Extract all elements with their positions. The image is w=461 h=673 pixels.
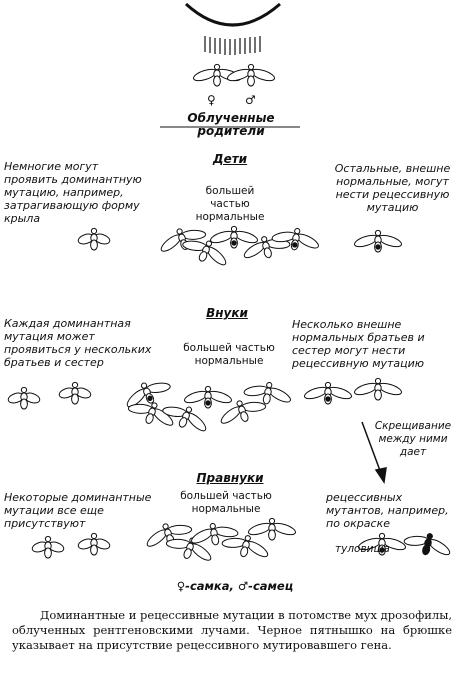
fly-icon — [183, 386, 233, 408]
great-grandchildren-title: Правнуки — [196, 471, 264, 485]
children-right-text: Остальные, внешне нормальные, могут нести рецессивную мутацию — [334, 162, 451, 214]
children-center-text: большей частью нормальные — [195, 185, 265, 223]
cross-text: Скрещивание между ними дает — [374, 420, 452, 458]
fly-icon — [155, 220, 209, 257]
parents-title: Облученные родители — [187, 111, 275, 138]
female-symbol: ♀ — [207, 93, 216, 107]
fly-icon — [7, 387, 41, 409]
fly-icon — [31, 536, 65, 558]
children-title: Дети — [212, 152, 248, 166]
fly-icon — [209, 226, 259, 248]
fly-icon — [77, 533, 111, 555]
figure-caption: Доминантные и рецессивные мутации в потомстве мух дрозофилы, облученных рентгеновскими лучами. Черное пятнышко на брюшке указывает на присутствие рецессивного мутировавшего гена. — [12, 608, 452, 652]
body-label: туловища — [335, 543, 390, 555]
grandchildren-center-text: большей частью нормальные — [183, 342, 275, 367]
fly-icon — [303, 382, 353, 404]
fly-icon — [226, 64, 276, 86]
fly-icon — [77, 228, 111, 250]
grandchildren-title: Внуки — [206, 306, 248, 320]
fly-icon — [247, 518, 297, 540]
fly-icon — [353, 378, 403, 400]
grandchildren-left-text: Каждая доминантная мутация может проявиться у нескольких братьев и сестер — [4, 317, 152, 369]
x-ray-tube-icon — [186, 4, 280, 55]
male-symbol: ♂ — [245, 93, 256, 107]
fly-icon — [269, 224, 322, 254]
fly-icon — [401, 527, 455, 561]
children-left-text: Немногие могут проявить доминантную мутацию, например, затрагивающую форму крыла — [4, 160, 142, 225]
great-grandchildren-left-text: Некоторые доминантные мутации все еще присутствуют — [4, 491, 152, 530]
great-grandchildren-right-text: рецессивных мутантов, например, по окраске — [326, 491, 449, 530]
grandchildren-right-text: Несколько внешне нормальных братьев и сестер могут нести рецессивную мутацию — [292, 318, 425, 370]
great-grandchildren-center-text: большей частью нормальные — [180, 490, 272, 515]
fly-icon — [353, 230, 403, 252]
sex-legend: ♀-самка, ♂-самец — [176, 579, 294, 593]
fly-icon — [58, 382, 92, 404]
